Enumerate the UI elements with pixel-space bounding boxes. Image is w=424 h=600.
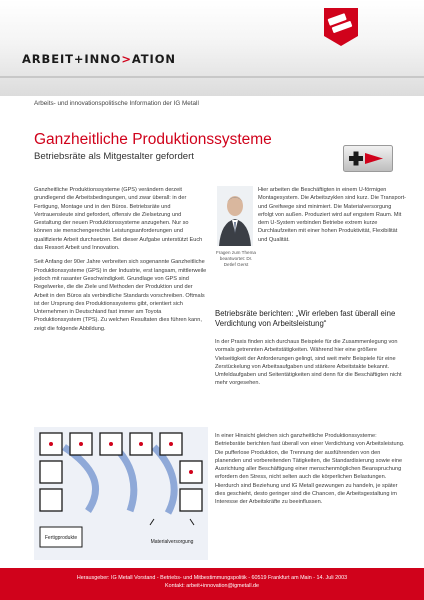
publication-subtitle: Arbeits- und innovationspolitische Information der IG Metall <box>34 100 199 107</box>
workstation <box>180 489 202 511</box>
header-band <box>0 0 424 96</box>
photo-caption: Fragen zum Thema beantwortet: Dr. Detlef Gerst <box>215 250 256 267</box>
footer-band <box>0 568 424 600</box>
plus-arrow-icon <box>343 145 393 172</box>
ig-metall-flag-icon <box>322 6 360 48</box>
right-paragraph: Hier arbeiten die Beschäftigten in einem U-förmigen Montagesystem. Die Arbeitszyklen sind kurz. Die Transport- und Greifwege sind minimiert. Die Materialversorgung erfolgt von außen. Produziert wird auf engstem Raum. Mit dem U-System verbinden Betriebe extrem kurze Durchlaufzeiten mit einer hohen Produktivität, Flexibilität und Qualität. <box>258 187 406 243</box>
workstation <box>40 489 62 511</box>
footer-contact: Kontakt: arbeit+innovation@igmetall.de <box>164 583 260 589</box>
right-column <box>258 186 408 250</box>
section-heading: Betriebsräte berichten: „Wir erleben fast überall eine Verdichtung von Arbeitsleistung“ <box>215 309 396 328</box>
publication-brand <box>22 52 176 66</box>
author-photo <box>217 186 253 246</box>
closing-paragraph: In einer Hinsicht gleichen sich ganzheitliche Produktionssysteme: Betriebsräte berichten fast überall von einer Verdichtung von Arbeitsleistung. Die pufferlose Produktion, die Trennung der ausführenden von den planenden und vorbereitenden Tätigkeiten, die Standardisierung sowie eine Ausrichtung aller Beschäftigung einer menschenmöglichen Beanspruchung erfordern den Stress, nicht selten auch die körperlichen Belastungen. Hierdurch sind Beziehung und IG Metall gezwungen zu handeln, je später dies geschieht, desto geringer sind die Chancen, die Arbeitsgestaltung im Interesse der Arbeitskräfte zu beeinflussen. <box>215 433 405 506</box>
u-assembly-diagram <box>34 427 208 560</box>
lead-paragraph-1: Ganzheitliche Produktionssysteme (GPS) verändern derzeit grundlegend die Arbeitsbedingungen, und zwar überall: in der Fertigung, Montage und in den Büros. Betriebsräte und Vertrauensleute sind gefordert, offensiv die Zielsetzung und Gestaltung der neuen Produktionssysteme anzugehen. Nur so können sie menschengerechte Leistungsanforderungen und qualifizierte Arbeit durchsetzen. Bei dieser Aufgabe unterstützt Euch das Ressort Arbeit und Innovation. <box>34 187 203 252</box>
section-paragraph: In der Praxis finden sich durchaus Beispiele für die Zusammenlegung von vormals getrennten Arbeitstätigkeiten. Während hier eine größere Vielseitigkeit der Anforderungen gelingt, sind weit mehr Beispiele für eine Zerstückelung von Arbeitsaufgaben und stärkere Arbeitstakte bekannt. Umfeldaufgaben und Seitentätigkeiten sind denn für die Beschäftigten nicht mehr vorgesehen. <box>215 339 402 387</box>
workstation <box>40 461 62 483</box>
brand-text-end: ATION <box>131 52 176 66</box>
brand-accent: > <box>121 52 132 66</box>
article-subtitle: Betriebsräte als Mitgestalter gefordert <box>34 151 194 162</box>
storage-label: Fertigprodukte <box>44 535 78 541</box>
lead-paragraph-2: Seit Anfang der 90er Jahre verbreiten sich sogenannte Ganzheitliche Produktionssysteme (GPS) in der Industrie, erst langsam, mittlerweile jedoch mit rasanter Geschwindigkeit. Grundlage von GPS sind Regelwerke, die die Ziele und Methoden der Produktion und der Arbeit in den Büros als verbindliche Standards vorschreiben. Oftmals ist der Ursprung des Produktionssystems gibt, orientiert sich Unternehmen in Deutschland fast immer am Toyota Produktionssystem (TPS). Zu welchen Resultaten dies führen kann, zeigt die folgende Abbildung. <box>34 259 207 332</box>
article-title: Ganzheitliche Produktionssysteme <box>34 131 272 148</box>
header-divider <box>0 76 424 78</box>
supply-label: Materialversorgung <box>150 539 194 545</box>
brand-text-start: ARBEIT+INNO <box>22 52 122 66</box>
lead-column <box>34 186 208 339</box>
footer-publisher: Herausgeber: IG Metall Vorstand - Betriebs- und Mitbestimmungspolitik - 60519 Frankfurt am Main - 14. Juli 2003 <box>76 575 348 581</box>
